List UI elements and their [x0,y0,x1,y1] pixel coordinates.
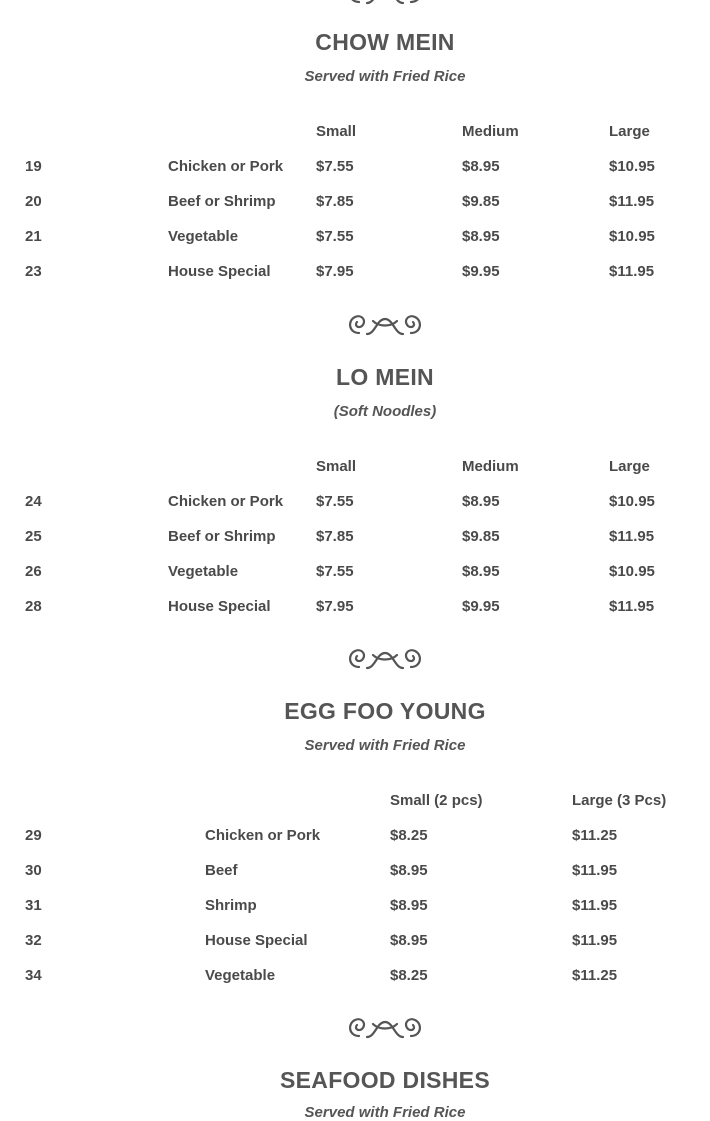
price-large: $11.25 [572,967,618,984]
item-number: 30 [25,862,42,879]
price-large: $11.95 [609,193,655,210]
price-large: $11.95 [609,598,655,615]
price-medium: $9.85 [462,528,500,545]
item-number: 20 [25,193,42,210]
column-header-small: Small [316,123,357,140]
section-subtitle-egg-foo-young: Served with Fried Rice [304,737,466,754]
price-medium: $8.95 [462,228,500,245]
price-large: $11.95 [572,862,618,879]
price-small: $7.55 [316,563,354,580]
price-small: $8.25 [390,827,428,844]
price-small: $7.95 [316,598,354,615]
price-small: $8.95 [390,932,428,949]
ornament-icon [345,643,425,673]
price-medium: $9.95 [462,263,500,280]
price-small: $8.95 [390,862,428,879]
price-large: $10.95 [609,158,655,175]
item-number: 31 [25,897,42,914]
column-header-large-3-pcs: Large (3 Pcs) [572,792,667,809]
price-medium: $8.95 [462,158,500,175]
item-number: 26 [25,563,42,580]
price-large: $10.95 [609,228,655,245]
price-large: $10.95 [609,563,655,580]
item-number: 19 [25,158,42,175]
column-header-small: Small [316,458,357,475]
price-large: $11.95 [572,932,618,949]
ornament-icon [345,0,425,8]
column-header-small-2-pcs: Small (2 pcs) [390,792,483,809]
price-small: $7.55 [316,493,354,510]
price-small: $7.55 [316,228,354,245]
item-number: 32 [25,932,42,949]
item-name: House Special [205,932,308,949]
price-small: $7.85 [316,528,354,545]
section-subtitle-chow-mein: Served with Fried Rice [304,68,466,85]
section-subtitle-lo-mein: (Soft Noodles) [333,403,437,420]
item-name: Vegetable [168,228,239,245]
price-large: $11.95 [609,528,655,545]
price-medium: $9.95 [462,598,500,615]
item-name: Beef or Shrimp [168,528,276,545]
section-title-egg-foo-young: EGG FOO YOUNG [284,698,486,724]
price-small: $7.85 [316,193,354,210]
column-header-medium: Medium [462,458,519,475]
item-name: Beef [205,862,238,879]
price-large: $11.25 [572,827,618,844]
column-header-medium: Medium [462,123,519,140]
item-name: Vegetable [205,967,276,984]
item-number: 34 [25,967,42,984]
item-name: Shrimp [205,897,257,914]
section-title-chow-mein: CHOW MEIN [315,29,455,55]
price-large: $11.95 [572,897,618,914]
column-header-large: Large [609,123,650,140]
section-title-lo-mein: LO MEIN [336,364,434,390]
item-number: 21 [25,228,42,245]
item-name: Chicken or Pork [168,158,284,175]
column-header-large: Large [609,458,650,475]
price-medium: $9.85 [462,193,500,210]
section-subtitle-seafood-dishes: Served with Fried Rice [304,1104,466,1121]
item-number: 25 [25,528,42,545]
item-name: Chicken or Pork [205,827,321,844]
price-small: $8.95 [390,897,428,914]
price-medium: $8.95 [462,493,500,510]
price-medium: $8.95 [462,563,500,580]
price-small: $7.95 [316,263,354,280]
price-large: $10.95 [609,493,655,510]
price-small: $8.25 [390,967,428,984]
price-large: $11.95 [609,263,655,280]
item-name: Beef or Shrimp [168,193,276,210]
ornament-icon [345,1012,425,1042]
item-name: House Special [168,263,271,280]
item-name: Chicken or Pork [168,493,284,510]
item-number: 29 [25,827,42,844]
ornament-icon [345,309,425,339]
item-name: Vegetable [168,563,239,580]
price-small: $7.55 [316,158,354,175]
item-name: House Special [168,598,271,615]
section-title-seafood-dishes: SEAFOOD DISHES [280,1067,490,1093]
item-number: 28 [25,598,42,615]
item-number: 23 [25,263,42,280]
item-number: 24 [25,493,42,510]
